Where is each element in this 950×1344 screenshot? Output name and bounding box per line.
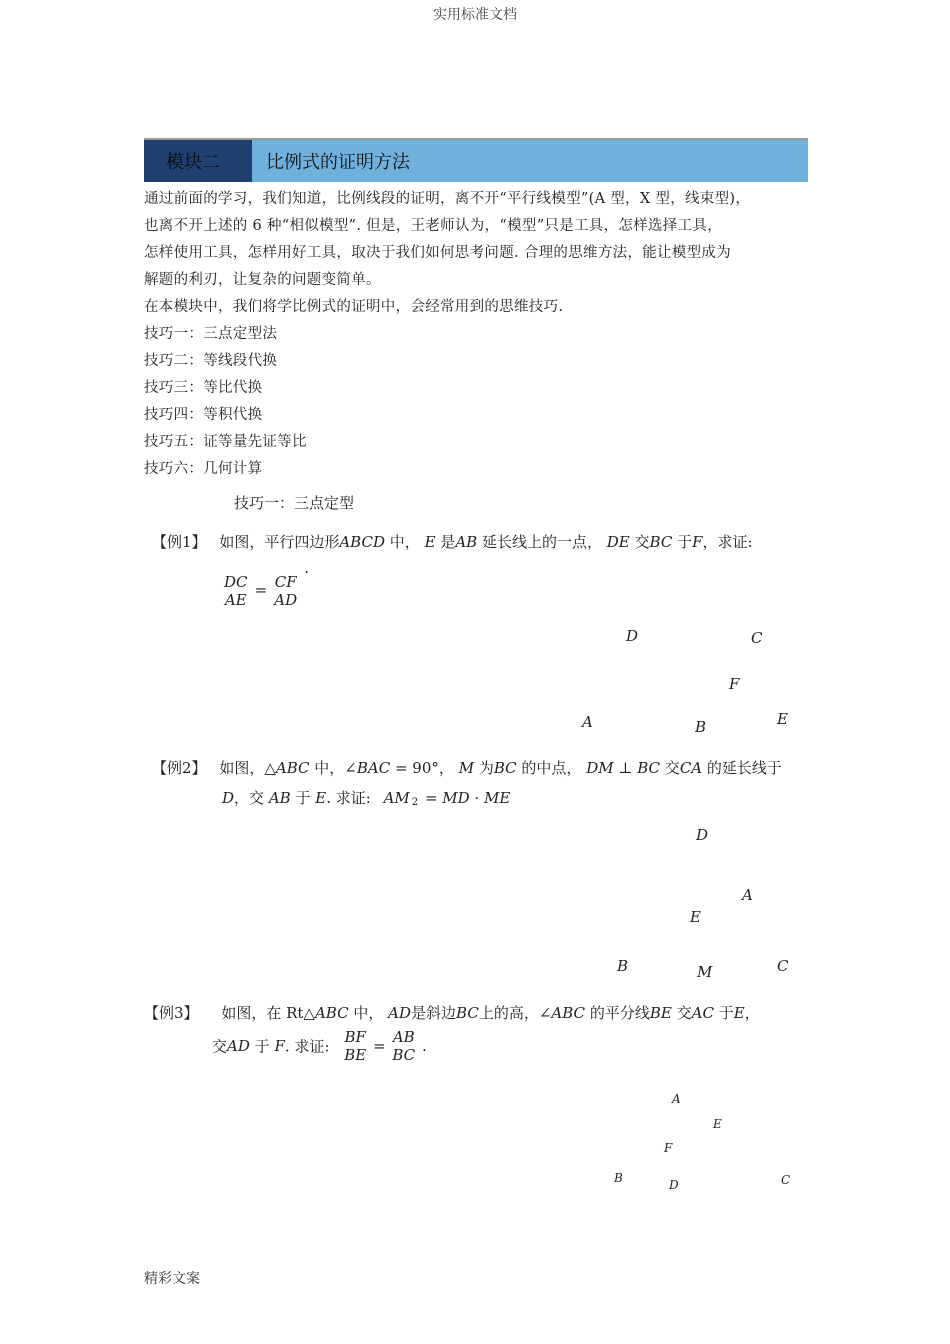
point-label-b: B	[614, 1171, 623, 1185]
point-label-a: A	[672, 1092, 681, 1106]
point-label-f: F	[729, 675, 740, 693]
fraction	[222, 573, 250, 609]
equals-sign: =	[373, 1037, 386, 1055]
math-term: F	[692, 533, 703, 551]
math-term: ABC	[314, 1004, 349, 1022]
math-term: E	[733, 1004, 745, 1022]
example-text: = 90°，	[390, 759, 454, 777]
example-text: 中，∠	[314, 759, 357, 777]
page-footer: 精彩文案	[144, 1271, 200, 1287]
example-text: . 求证:	[284, 1037, 330, 1056]
math-term: F	[274, 1037, 285, 1055]
fraction-denominator: AE	[224, 590, 247, 609]
example1-formula	[222, 563, 309, 609]
example-text: 的中点，	[521, 759, 582, 777]
math-term: E	[315, 789, 327, 807]
technique-item: 技巧四：等积代换	[144, 407, 263, 423]
example3-statement-cont	[212, 1028, 427, 1064]
fraction-numerator: BF	[344, 1028, 366, 1046]
example-text: 于	[295, 789, 311, 807]
point-label-f: F	[664, 1141, 673, 1155]
technique-item: 技巧六：几何计算	[144, 461, 263, 477]
math-term: BAC	[356, 759, 391, 777]
intro-paragraph	[144, 186, 812, 483]
example-text: 是	[440, 533, 456, 551]
math-term: D	[222, 789, 235, 807]
example-text: ，求证:	[702, 533, 753, 551]
example-text: 如图，平行四边形	[219, 533, 340, 551]
math-term: AB	[455, 533, 478, 551]
fraction-numerator: AB	[392, 1028, 415, 1046]
example-text: 如图，在 Rt△	[221, 1004, 315, 1022]
fraction-denominator: BE	[344, 1046, 367, 1064]
math-term: AB	[268, 789, 291, 807]
fraction-numerator: CF	[274, 572, 297, 591]
example-label: 【例1】	[152, 533, 207, 551]
example2-statement	[152, 757, 782, 778]
period-mark: .	[421, 1037, 427, 1055]
point-label-c: C	[751, 629, 763, 647]
example-text: 于	[254, 1037, 270, 1056]
section-subheading: 技巧一：三点定型	[234, 494, 355, 512]
example-text: 是斜边	[411, 1004, 457, 1022]
example-text: 于	[718, 1004, 734, 1022]
example-text: 的平分线	[589, 1004, 650, 1022]
intro-line: 通过前面的学习，我们知道，比例线段的证明，离不开“平行线模型”(A 型，X 型，线束型)，	[144, 191, 751, 207]
fraction-numerator: DC	[224, 572, 248, 591]
technique-item: 技巧五：证等量先证等比	[144, 434, 307, 450]
example1-statement	[152, 531, 753, 552]
math-term: BC	[637, 759, 661, 777]
math-term: BC	[456, 1004, 479, 1022]
point-label-e: E	[713, 1117, 722, 1131]
point-label-d: D	[626, 627, 639, 645]
example-text: 上的高，∠	[478, 1004, 552, 1022]
example-text: 交	[676, 1004, 692, 1022]
example3-statement	[144, 1002, 760, 1023]
example-text: ，交	[234, 789, 265, 807]
point-label-b: B	[617, 957, 629, 975]
math-term: AC	[691, 1004, 714, 1022]
example-text: 的延长线于	[706, 759, 782, 777]
equals-sign: =	[254, 581, 268, 599]
module-title: 比例式的证明方法	[252, 140, 808, 182]
example-text: 交	[212, 1037, 228, 1056]
fraction	[390, 1028, 417, 1064]
example-label: 【例2】	[152, 759, 207, 777]
technique-item: 技巧一：三点定型法	[144, 326, 278, 342]
math-term: DE	[606, 533, 630, 551]
point-label-d: D	[696, 826, 709, 844]
formula-text: AM	[383, 789, 410, 807]
technique-item: 技巧二：等线段代换	[144, 353, 278, 369]
math-term: ABC	[275, 759, 310, 777]
technique-item: 技巧三：等比代换	[144, 380, 263, 396]
module-tag: 模块二	[144, 140, 252, 182]
point-label-a: A	[582, 713, 593, 731]
example-text: . 求证:	[326, 789, 371, 807]
math-term: ABC	[551, 1004, 586, 1022]
example-text: 为	[478, 759, 494, 777]
formula-exponent: 2	[411, 797, 419, 808]
example-text: 延长线上的一点，	[481, 533, 602, 551]
example2-statement-cont	[222, 787, 510, 808]
formula-text: = MD · ME	[420, 789, 511, 807]
example-text: 于	[677, 533, 693, 551]
point-label-e: E	[690, 908, 701, 926]
point-label-c: C	[777, 957, 789, 975]
math-term: AD	[388, 1004, 412, 1022]
point-label-e: E	[777, 710, 788, 728]
point-label-d: D	[669, 1178, 679, 1192]
intro-line: 在本模块中，我们将学比例式的证明中，会经常用到的思维技巧.	[144, 299, 564, 315]
math-term: ABCD	[339, 533, 385, 551]
example-text: 中，	[353, 1004, 384, 1022]
math-term: DM	[586, 759, 614, 777]
intro-line: 也离不开上述的 6 种“相似模型”. 但是，王老师认为，“模型”只是工具，怎样选择工具，	[144, 218, 723, 234]
math-term: CA	[679, 759, 703, 777]
math-term: BC	[493, 759, 517, 777]
example-text: ⊥	[613, 759, 638, 777]
intro-line: 解题的利刃，让复杂的问题变简单。	[144, 272, 381, 288]
math-term: AD	[227, 1037, 250, 1055]
point-label-m: M	[697, 963, 713, 981]
example-text: 如图，△	[219, 759, 276, 777]
fraction-denominator: AD	[274, 590, 298, 609]
point-label-a: A	[742, 886, 753, 904]
example-text: 交	[664, 759, 680, 777]
example-label: 【例3】	[144, 1004, 199, 1022]
math-term: M	[458, 759, 475, 777]
page-header: 实用标准文档	[433, 7, 517, 23]
example-text: ，	[744, 1004, 760, 1022]
module-banner	[144, 138, 808, 182]
math-term: E	[424, 533, 436, 551]
example-text: 交	[634, 533, 650, 551]
intro-line: 怎样使用工具，怎样用好工具，取决于我们如何思考问题. 合理的思维方法，能让模型成为	[144, 245, 732, 261]
example-text: 中，	[389, 533, 420, 551]
dot-mark: ·	[304, 563, 310, 581]
point-label-c: C	[781, 1173, 791, 1187]
math-term: BE	[649, 1004, 672, 1022]
math-term: BC	[649, 533, 673, 551]
fraction-denominator: BC	[392, 1046, 416, 1064]
fraction	[342, 1028, 368, 1064]
point-label-b: B	[695, 718, 707, 736]
fraction	[272, 573, 299, 609]
